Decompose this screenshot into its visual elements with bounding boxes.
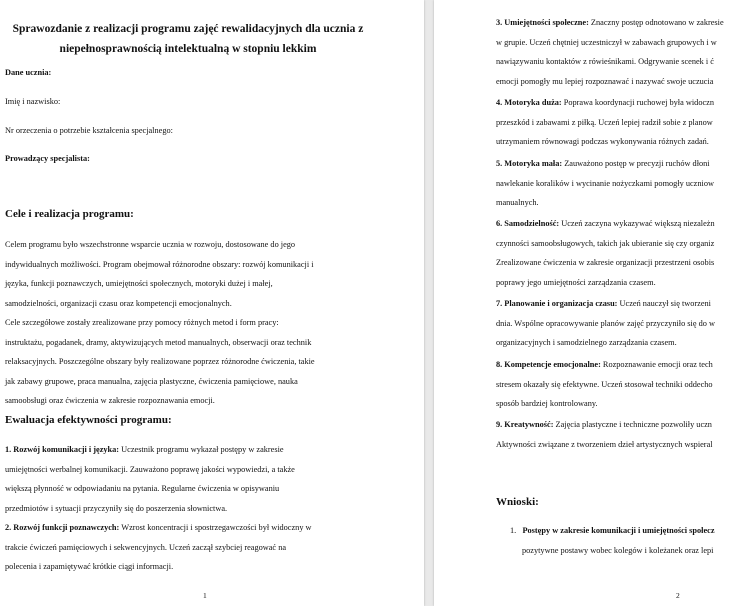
text-line: indywidualnych możliwości. Program obejmował różnorodne obszary: rozwój komunikacji i (5, 259, 314, 269)
eval-item-3 (496, 13, 750, 91)
text-line: czynności samoobsługowych, takich jak ubieranie się czy organiz (496, 238, 715, 248)
text-line: Celem programu było wszechstronne wsparcie ucznia w rozwoju, dostosowane do jego (5, 240, 296, 249)
text-line: Uczestnik programu wykazał postępy w zakresie (119, 445, 284, 454)
eval-item-5-title: 5. Motoryka mała: (496, 159, 563, 168)
text-line: przeszkód i zabawami z piłką. Uczeń lepiej radził sobie z planow (496, 117, 713, 127)
goals-paragraph-1 (5, 235, 371, 313)
specialist-header: Prowadzący specjalista: (5, 154, 90, 163)
text-line: Uczeń nauczył się tworzeni (617, 299, 711, 308)
eval-item-8-title: 8. Kompetencje emocjonalne: (496, 360, 601, 369)
eval-item-2-title: 2. Rozwój funkcji poznawczych: (5, 523, 120, 532)
document-page-2 (434, 0, 750, 606)
text-line: Zauważono postęp w precyzji ruchów dłoni (562, 159, 710, 168)
eval-item-4 (496, 93, 750, 152)
page-number: 2 (676, 591, 680, 600)
text-line: utrzymaniem równowagi podczas wykonywania różnych zadań. (496, 137, 709, 146)
text-line: Poprawa koordynacji ruchowej była widoczn (561, 98, 714, 107)
eval-item-9-title: 9. Kreatywność: (496, 420, 554, 429)
eval-item-7 (496, 294, 750, 353)
text-line: poprawy jego umiejętności zarządzania czasem. (496, 277, 656, 287)
title-line-2: niepełnosprawnością intelektualną w stopniu lekkim (59, 43, 317, 55)
list-item (510, 521, 715, 541)
text-line: samodzielności, organizacji czasu oraz kompetencji emocjonalnych. (5, 298, 232, 308)
certificate-label: Nr orzeczenia o potrzebie kształcenia specjalnego: (5, 126, 173, 135)
text-line: Zrealizowane ćwiczenia w zakresie organizacji przestrzeni osobis (496, 258, 715, 267)
text-line: języka, funkcji poznawczych, umiejętności społecznych, motoryki dużej i małej, (5, 279, 273, 288)
text-line: dnia. Wspólne opracowywanie planów zajęć przyczyniło się do w (496, 318, 715, 328)
title-line-1: Sprawozdanie z realizacji programu zajęć rewalidacyjnych dla ucznia z (12, 23, 364, 35)
student-data-header: Dane ucznia: (5, 68, 52, 77)
eval-item-7-title: 7. Planowanie i organizacja czasu: (496, 299, 618, 308)
report-title (5, 19, 371, 59)
text-line: stresem okazały się efektywne. Uczeń stosował techniki oddecho (496, 379, 713, 389)
text-line: instruktażu, pogadanek, dramy, aktywizujących metod manualnych, obserwacji oraz technik (5, 337, 312, 347)
text-line: jak zabawy grupowe, praca manualna, zajęcia plastyczne, ćwiczenia pamięciowe, nauka (5, 376, 298, 386)
text-line: w grupie. Uczeń chętniej uczestniczył w zabawach grupowych i w (496, 37, 717, 47)
eval-item-6-title: 6. Samodzielność: (496, 219, 560, 228)
text-line: Wzrost koncentracji i spostrzegawczości był widoczny w (119, 523, 312, 532)
text-line: samoobsługi oraz ćwiczenia w zakresie rozpoznawania emocji. (5, 396, 215, 405)
goals-heading: Cele i realizacja programu: (5, 208, 134, 220)
eval-item-8 (496, 355, 750, 414)
text-line: Zajęcia plastyczne i techniczne pozwoliły uczn (553, 420, 712, 429)
eval-item-9 (496, 415, 750, 454)
text-line: nawlekanie koralików i wycinanie nożyczkami pomogły uczniow (496, 178, 714, 188)
text-line: pozytywne postawy wobec kolegów i koleżanek oraz lepi (522, 545, 714, 555)
text-line: emocji pomogły mu lepiej rozpoznawać i nazywać swoje uczucia (496, 76, 714, 86)
evaluation-heading: Ewaluacja efektywności programu: (5, 414, 172, 426)
eval-item-6 (496, 214, 750, 292)
text-line: większą płynność w odpowiadaniu na pytania. Regularne ćwiczenia w opisywaniu (5, 484, 280, 493)
text-line: nawiązywaniu kontaktów z rówieśnikami. Odgrywanie scenek i ć (496, 57, 714, 66)
text-line: Rozpoznawanie emocji oraz tech (600, 360, 713, 369)
text-line: Cele szczegółowe zostały zrealizowane przy pomocy różnych metod i form pracy: (5, 318, 279, 327)
eval-item-1-title: 1. Rozwój komunikacji i języka: (5, 445, 120, 454)
eval-item-1 (5, 440, 371, 518)
text-line: Aktywności związane z tworzeniem dzieł artystycznych wspieral (496, 439, 713, 449)
text-line: relaksacyjnych. Poszczególne obszary były realizowane poprzez różnorodne ćwiczenia, takie (5, 357, 315, 366)
list-item (510, 541, 715, 561)
conclusion-number: 1. (510, 526, 517, 535)
conclusions-heading: Wnioski: (496, 496, 539, 508)
eval-item-5 (496, 154, 750, 213)
text-line: manualnych. (496, 198, 539, 207)
text-line: polecenia i zapamiętywać krótkie ciągi informacji. (5, 562, 174, 571)
text-line: umiejętności werbalnej komunikacji. Zauważono poprawę jakości wypowiedzi, a także (5, 464, 295, 474)
eval-item-3-title: 3. Umiejętności społeczne: (496, 18, 589, 27)
name-label: Imię i nazwisko: (5, 97, 61, 106)
text-line: organizacyjnych i samodzielnego zarządzania czasem. (496, 338, 677, 347)
goals-paragraph-2 (5, 313, 371, 411)
text-line: Uczeń zaczyna wykazywać większą niezależn (559, 219, 715, 228)
eval-item-2 (5, 518, 371, 577)
conclusions-list (510, 521, 715, 560)
page-number: 1 (203, 591, 207, 600)
text-line: sposób bardziej kontrolowany. (496, 399, 598, 408)
conclusion-1-title: Postępy w zakresie komunikacji i umiejętności społecz (522, 526, 715, 535)
text-line: Znaczny postęp odnotowano w zakresie (588, 18, 724, 27)
text-line: trakcie ćwiczeń pamięciowych i sekwencyjnych. Uczeń zaczął szybciej reagować na (5, 542, 287, 552)
eval-item-4-title: 4. Motoryka duża: (496, 98, 562, 107)
text-line: przedmiotów i sytuacji przyczyniły się do poszerzenia słownictwa. (5, 503, 228, 513)
